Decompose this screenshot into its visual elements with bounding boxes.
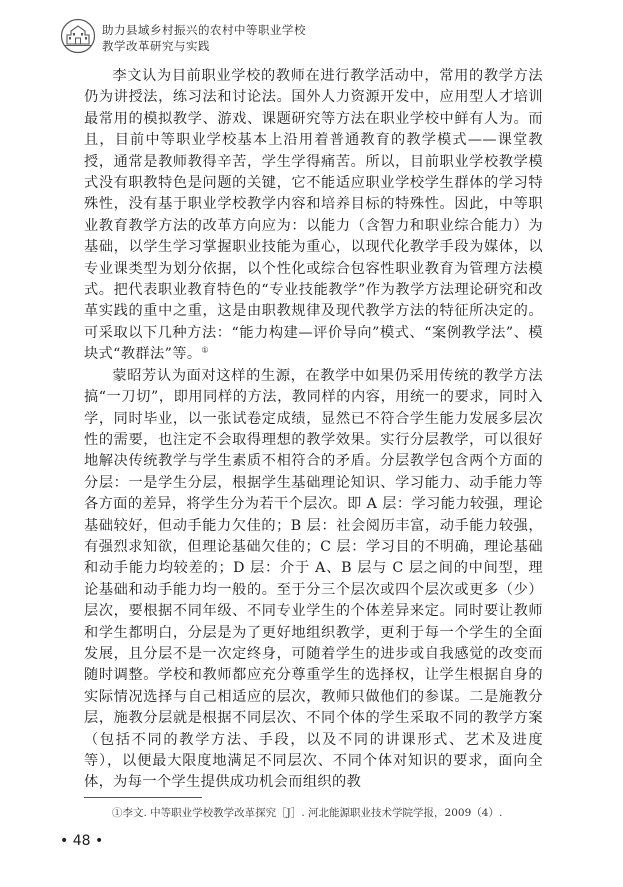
footnote-reference: ① [201,345,209,355]
header-title-line2: 教学改革研究与实践 [102,39,210,53]
running-header [60,18,560,62]
school-building-icon [60,18,96,54]
header-title [102,22,306,54]
paragraph-1 [84,66,543,366]
page-number: • 48 • [60,833,104,849]
paragraph-2: 蒙昭芳认为面对这样的生源，在教学中如果仍采用传统的教学方法搞“一刀切”，即用同样的方法，教同样的内容，用统一的要求，同时入学，同时毕业，以一张试卷定成绩，显然已不符合学生能力发展多层次性的需要，也注定不会取得理想的教学效果。实行分层教学，可以很好地解决传统教学与学生素质不相符合的矛盾。分层教学包含两个方面的分层：一是学生分层，根据学生基础理论知识、学习能力、动手能力等各方面的差异，将学生分为若干个层次。即 A 层：学习能力较强，理论基础较好，但动手能力欠佳的；B 层：社会阅历丰富，动手能力较强，有强烈求知欲，但理论基础欠佳的；C 层：学习目的不明确，理论基础和动手能力均较差的；D 层：介于 A、B 层与 C 层之间的中间型，理论基础和动手能力均一般的。至于分三个层次或四个层次或更多（少）层次，要根据不同年级、不同专业学生的个体差异来定。同时要让教师和学生都明白，分层是为了更好地组织教学，更利于每一个学生的全面发展，且分层不是一次定终身，可随着学生的进步或自我感觉的改变而随时调整。学校和教师都应充分尊重学生的选择权，让学生根据自身的实际情况选择与自己相适应的层次，教师只做他们的参谋。二是施教分层，施教分层就是根据不同层次、不同个体的学生采取不同的教学方案（包括不同的教学方法、手段，以及不同的讲课形式、艺术及进度等），以便最大限度地满足不同层次、不同个体对知识的要求，面向全体，为每一个学生提供成功机会而组织的教 [84,367,543,791]
header-title-line1: 助力县域乡村振兴的农村中等职业学校 [102,23,306,37]
footnote-divider [84,797,202,798]
body-text [84,66,543,794]
footnote: ①李文. 中等职业学校教学改革探究［J］. 河北能源职业技术学院学报，2009（4）. [112,807,503,819]
paragraph-1-text: 李文认为目前职业学校的教师在进行教学活动中，常用的教学方法仍为讲授法，练习法和讨论法。国外人力资源开发中，应用型人才培训最常用的模拟教学、游戏、课题研究等方法在职业学校中鲜有人为。而且，目前中等职业学校基本上沿用着普通教育的教学模式——课堂教授，通常是教师教得辛苦，学生学得痛苦。所以，目前职业学校教学模式没有职教特色是问题的关键，它不能适应职业学校学生群体的学习特殊性，没有基于职业学校教学内容和培养目标的特殊性。因此，中等职业教育教学方法的改革方向应为：以能力（含智力和职业综合能力）为基础，以学生学习掌握职业技能为重心，以现代化教学手段为媒体，以专业课类型为划分依据，以个性化或综合包容性职业教育为管理方法模式。把代表职业教育特色的“专业技能教学”作为教学方法理论研究和改革实践的重中之重，这是由职教规律及现代教学方法的特征所决定的。可采取以下几种方法：“能力构建—评价导向”模式、“案例教学法”、模块式“教群法”等。 [84,68,543,363]
